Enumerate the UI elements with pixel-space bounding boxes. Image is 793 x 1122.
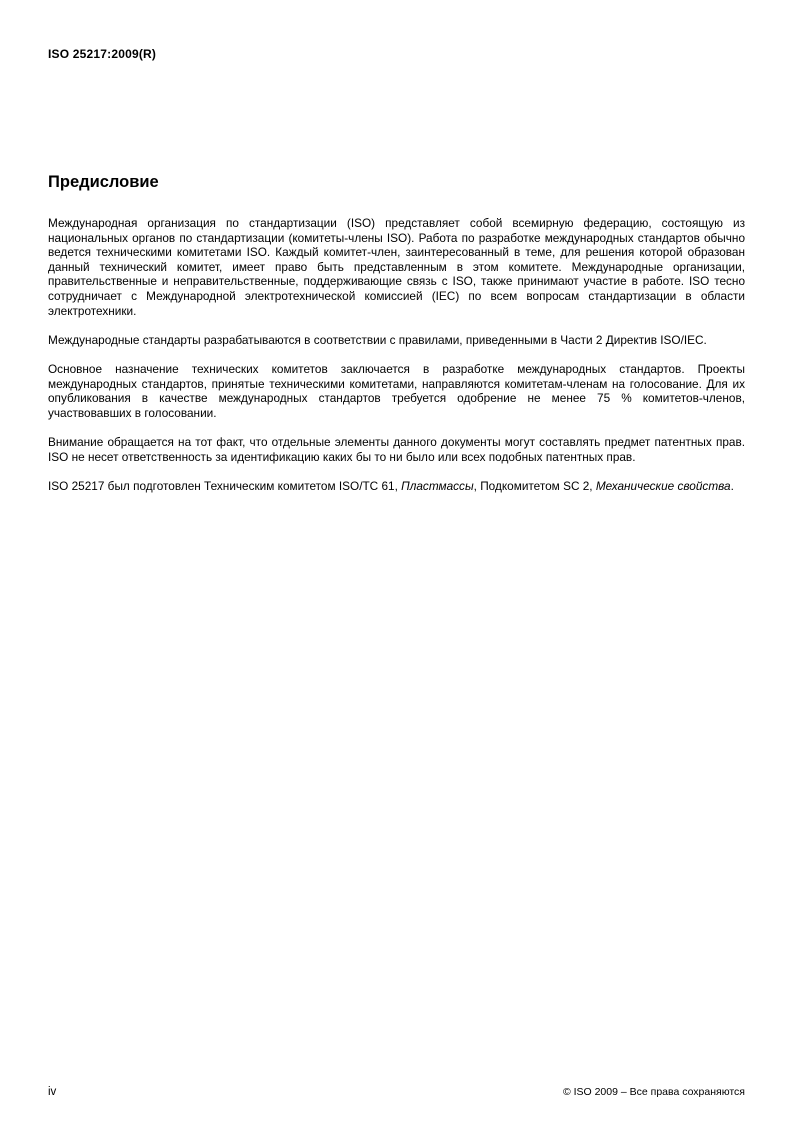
copyright-notice: © ISO 2009 – Все права сохраняются xyxy=(562,1086,745,1098)
paragraph-prepared-by xyxy=(48,479,745,494)
page-footer xyxy=(48,1086,745,1098)
prepared-by-text-3: . xyxy=(730,478,734,493)
document-number-header: ISO 25217:2009(R) xyxy=(48,47,157,61)
committee-name-plastics: Пластмассы xyxy=(401,478,474,493)
paragraph-intro-iso: Международная организация по стандартизации (ISO) представляет собой всемирную федерацию, состоящую из национальных органов по стандартизации (комитеты-члены ISO). Работа по разработке международных стандартов обычно ведется техническими комитетами ISO. Каждый комитет-член, заинтересованный в теме, для решения которой образован данный технический комитет, имеет право быть представленным в этом комитете. Международные организации, правительственные и неправительственные, поддерживающие связь с ISO, также принимают участие в работе. ISO тесно сотрудничает с Международной электротехнической комиссией (IEC) по всем вопросам стандартизации в области электротехники. xyxy=(48,216,745,318)
page-title: Предисловие xyxy=(48,173,159,191)
prepared-by-text-2: , Подкомитетом SC 2, xyxy=(473,478,596,493)
paragraph-directives: Международные стандарты разрабатываются в соответствии с правилами, приведенными в Части 2 Директив ISO/IEC. xyxy=(48,332,707,347)
paragraph-patent-notice: Внимание обращается на тот факт, что отдельные элементы данного документы могут составлять предмет патентных прав. ISO не несет ответственность за идентификацию каких бы то ни было или всех подобных патентных прав. xyxy=(48,434,745,464)
page-number: iv xyxy=(48,1086,57,1098)
subcommittee-name-mechanical: Механические свойства xyxy=(595,478,731,493)
prepared-by-text-1: ISO 25217 был подготовлен Техническим комитетом ISO/TC 61, xyxy=(48,478,402,493)
paragraph-committees-purpose: Основное назначение технических комитетов заключается в разработке международных стандартов. Проекты международных стандартов, принятые техническими комитетами, направляются комитетам-членам на голосование. Для их опубликования в качестве международных стандартов требуется одобрение не менее 75 % комитетов-членов, участвовавших в голосовании. xyxy=(48,361,745,420)
body-text xyxy=(48,216,745,493)
